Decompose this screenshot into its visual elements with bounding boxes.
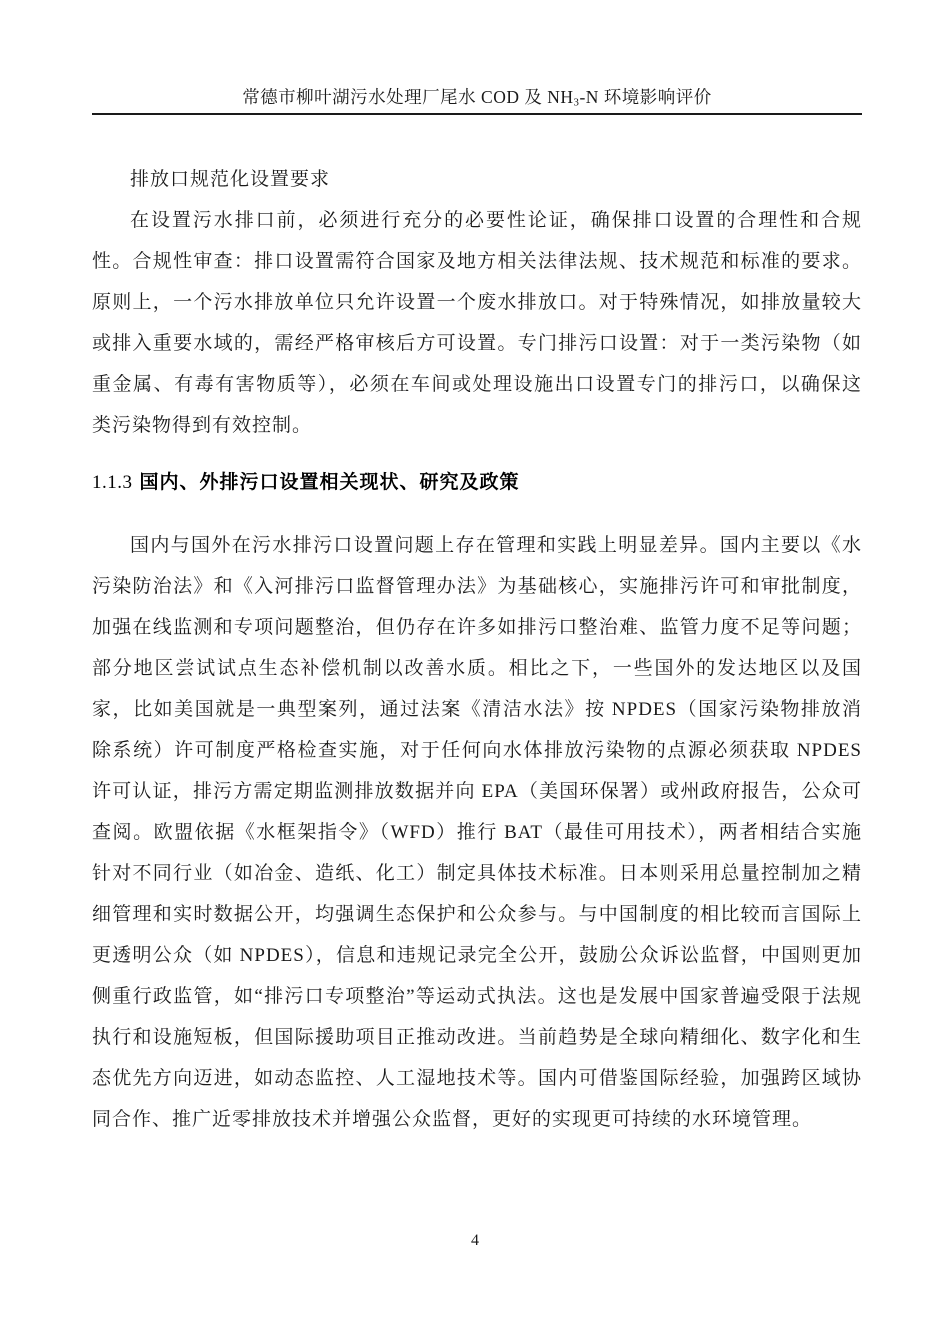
section-heading-1-1-3	[92, 462, 862, 503]
document-body	[92, 159, 862, 1140]
page-header-title	[92, 86, 862, 115]
page-number: 4	[471, 1232, 479, 1249]
header-title-subscript: 3	[573, 96, 580, 109]
paragraph-outlet-standard-title: 排放口规范化设置要求	[130, 169, 331, 190]
section-heading-number: 1.1.3	[92, 472, 133, 493]
page-header	[92, 0, 862, 115]
paragraph-outlet-requirements: 在设置污水排口前，必须进行充分的必要性论证，确保排口设置的合理性和合规性。合规性审查：排口设置需符合国家及地方相关法律法规、技术规范和标准的要求。原则上，一个污水排放单位只允许设置一个废水排放口。对于特殊情况，如排放量较大或排入重要水域的，需经严格审核后方可设置。专门排污口设置：对于一类污染物（如重金属、有毒有害物质等），必须在车间或处理设施出口设置专门的排污口，以确保这类污染物得到有效控制。	[92, 210, 862, 436]
page-footer	[0, 1232, 950, 1250]
section-heading-text: 国内、外排污口设置相关现状、研究及政策	[139, 472, 520, 493]
header-title-suffix: -N 环境影响评价	[579, 87, 712, 107]
header-title-prefix: 常德市柳叶湖污水处理厂尾水 COD 及 NH	[242, 87, 574, 107]
paragraph-domestic-international-status: 国内与国外在污水排污口设置问题上存在管理和实践上明显差异。国内主要以《水污染防治法》和《入河排污口监督管理办法》为基础核心，实施排污许可和审批制度，加强在线监测和专项问题整治，但仍存在许多如排污口整治难、监管力度不足等问题；部分地区尝试试点生态补偿机制以改善水质。相比之下，一些国外的发达地区以及国家，比如美国就是一典型案列，通过法案《清洁水法》按 NPDES（国家污染物排放消除系统）许可制度严格检查实施，对于任何向水体排放污染物的点源必须获取 NPDES 许可认证，排污方需定期监测排放数据并向 EPA（美国环保署）或州政府报告，公众可查阅。欧盟依据《水框架指令》（WFD）推行 BAT（最佳可用技术），两者相结合实施针对不同行业（如冶金、造纸、化工）制定具体技术标准。日本则采用总量控制加之精细管理和实时数据公开，均强调生态保护和公众参与。与中国制度的相比较而言国际上更透明公众（如 NPDES），信息和违规记录完全公开，鼓励公众诉讼监督，中国则更加侧重行政监管，如“排污口专项整治”等运动式执法。这也是发展中国家普遍受限于法规执行和设施短板，但国际援助项目正推动改进。当前趋势是全球向精细化、数字化和生态优先方向迈进，如动态监控、人工湿地技术等。国内可借鉴国际经验，加强跨区域协同合作、推广近零排放技术并增强公众监督，更好的实现更可持续的水环境管理。	[92, 535, 862, 1130]
